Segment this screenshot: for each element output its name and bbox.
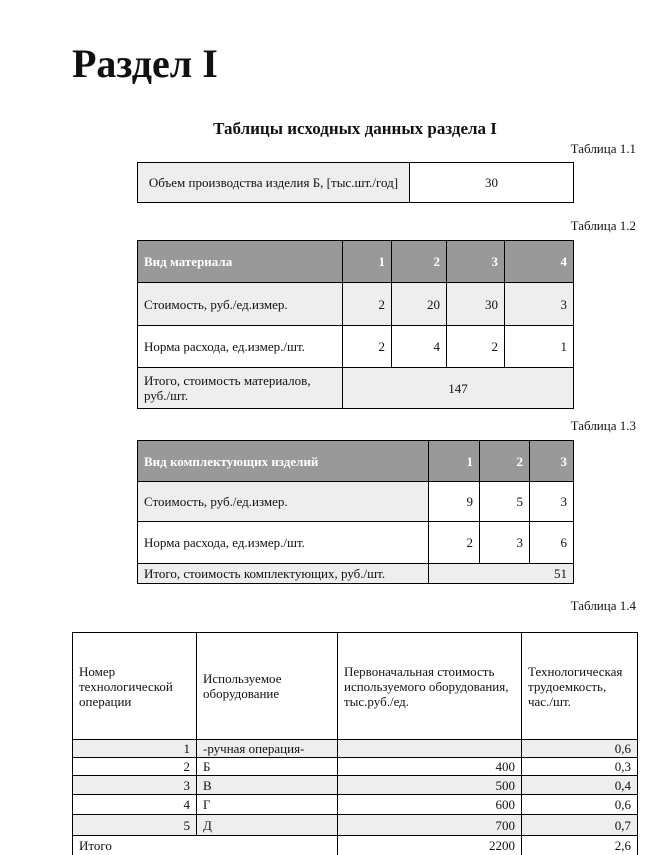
cell: В [197, 776, 338, 795]
table-1-3 [137, 440, 574, 584]
table-row [73, 758, 638, 776]
cell: 5 [480, 482, 530, 522]
subtitle: Таблицы исходных данных раздела I [213, 119, 497, 138]
header-cell: Вид комплектующих изделий [138, 441, 429, 482]
table-row [138, 283, 574, 326]
cell: 0,6 [522, 795, 638, 815]
total-value: 2,6 [522, 836, 638, 855]
cell: -ручная операция- [197, 740, 338, 758]
cell: 700 [338, 815, 522, 836]
total-label: Итого, стоимость материалов, руб./шт. [138, 368, 343, 409]
cell: 2 [73, 758, 197, 776]
cell: 3 [73, 776, 197, 795]
total-value: 147 [343, 368, 574, 409]
table-1-2-caption: Таблица 1.2 [570, 218, 636, 233]
table-row [73, 815, 638, 836]
row-label: Стоимость, руб./ед.измер. [138, 482, 429, 522]
header-cell: 1 [343, 241, 392, 283]
cell: 2 [343, 283, 392, 326]
total-row [138, 564, 574, 584]
cell: 0,6 [522, 740, 638, 758]
cell: 0,3 [522, 758, 638, 776]
header-cell: Используемое оборудование [197, 633, 338, 740]
cell: 2 [429, 522, 480, 564]
cell: 3 [505, 283, 574, 326]
section-title: Раздел I [72, 41, 218, 86]
header-cell: Номер технологической операции [73, 633, 197, 740]
header-cell: 3 [447, 241, 505, 283]
cell: 3 [530, 482, 574, 522]
cell: 4 [73, 795, 197, 815]
cell [338, 740, 522, 758]
table-row [138, 482, 574, 522]
total-label: Итого [73, 836, 338, 855]
table-row [138, 522, 574, 564]
cell: 30 [447, 283, 505, 326]
cell: Г [197, 795, 338, 815]
cell: 2 [343, 326, 392, 368]
table-row [73, 795, 638, 815]
header-cell: 4 [505, 241, 574, 283]
header-cell: 2 [392, 241, 447, 283]
row-label: Норма расхода, ед.измер./шт. [138, 326, 343, 368]
row-label: Стоимость, руб./ед.измер. [138, 283, 343, 326]
header-cell: 2 [480, 441, 530, 482]
cell: 20 [392, 283, 447, 326]
cell: 2 [447, 326, 505, 368]
cell: 6 [530, 522, 574, 564]
production-volume-value: 30 [410, 163, 574, 203]
cell: 0,7 [522, 815, 638, 836]
table-row [73, 776, 638, 795]
table-row [73, 740, 638, 758]
header-cell: Вид материала [138, 241, 343, 283]
cell: 0,4 [522, 776, 638, 795]
cell: 3 [480, 522, 530, 564]
cell: 1 [505, 326, 574, 368]
cell: 5 [73, 815, 197, 836]
total-value: 2200 [338, 836, 522, 855]
table-1-1 [137, 162, 574, 203]
cell: Д [197, 815, 338, 836]
cell: 600 [338, 795, 522, 815]
cell: 400 [338, 758, 522, 776]
table-1-3-caption: Таблица 1.3 [570, 418, 636, 433]
cell: 9 [429, 482, 480, 522]
total-label: Итого, стоимость комплектующих, руб./шт. [138, 564, 429, 584]
table-1-4 [72, 632, 638, 855]
header-cell: 3 [530, 441, 574, 482]
cell: 1 [73, 740, 197, 758]
cell: 4 [392, 326, 447, 368]
header-cell: Технологическая трудоемкость, час./шт. [522, 633, 638, 740]
total-row [138, 368, 574, 409]
cell: 500 [338, 776, 522, 795]
header-cell: 1 [429, 441, 480, 482]
total-row [73, 836, 638, 855]
table-1-2 [137, 240, 574, 409]
header-cell: Первоначальная стоимость используемого оборудования, тыс.руб./ед. [338, 633, 522, 740]
production-volume-label: Объем производства изделия Б, [тыс.шт./год] [138, 163, 410, 203]
row-label: Норма расхода, ед.измер./шт. [138, 522, 429, 564]
table-1-4-caption: Таблица 1.4 [570, 598, 636, 613]
total-value: 51 [429, 564, 574, 584]
cell: Б [197, 758, 338, 776]
table-1-1-caption: Таблица 1.1 [570, 141, 636, 156]
table-row [138, 326, 574, 368]
